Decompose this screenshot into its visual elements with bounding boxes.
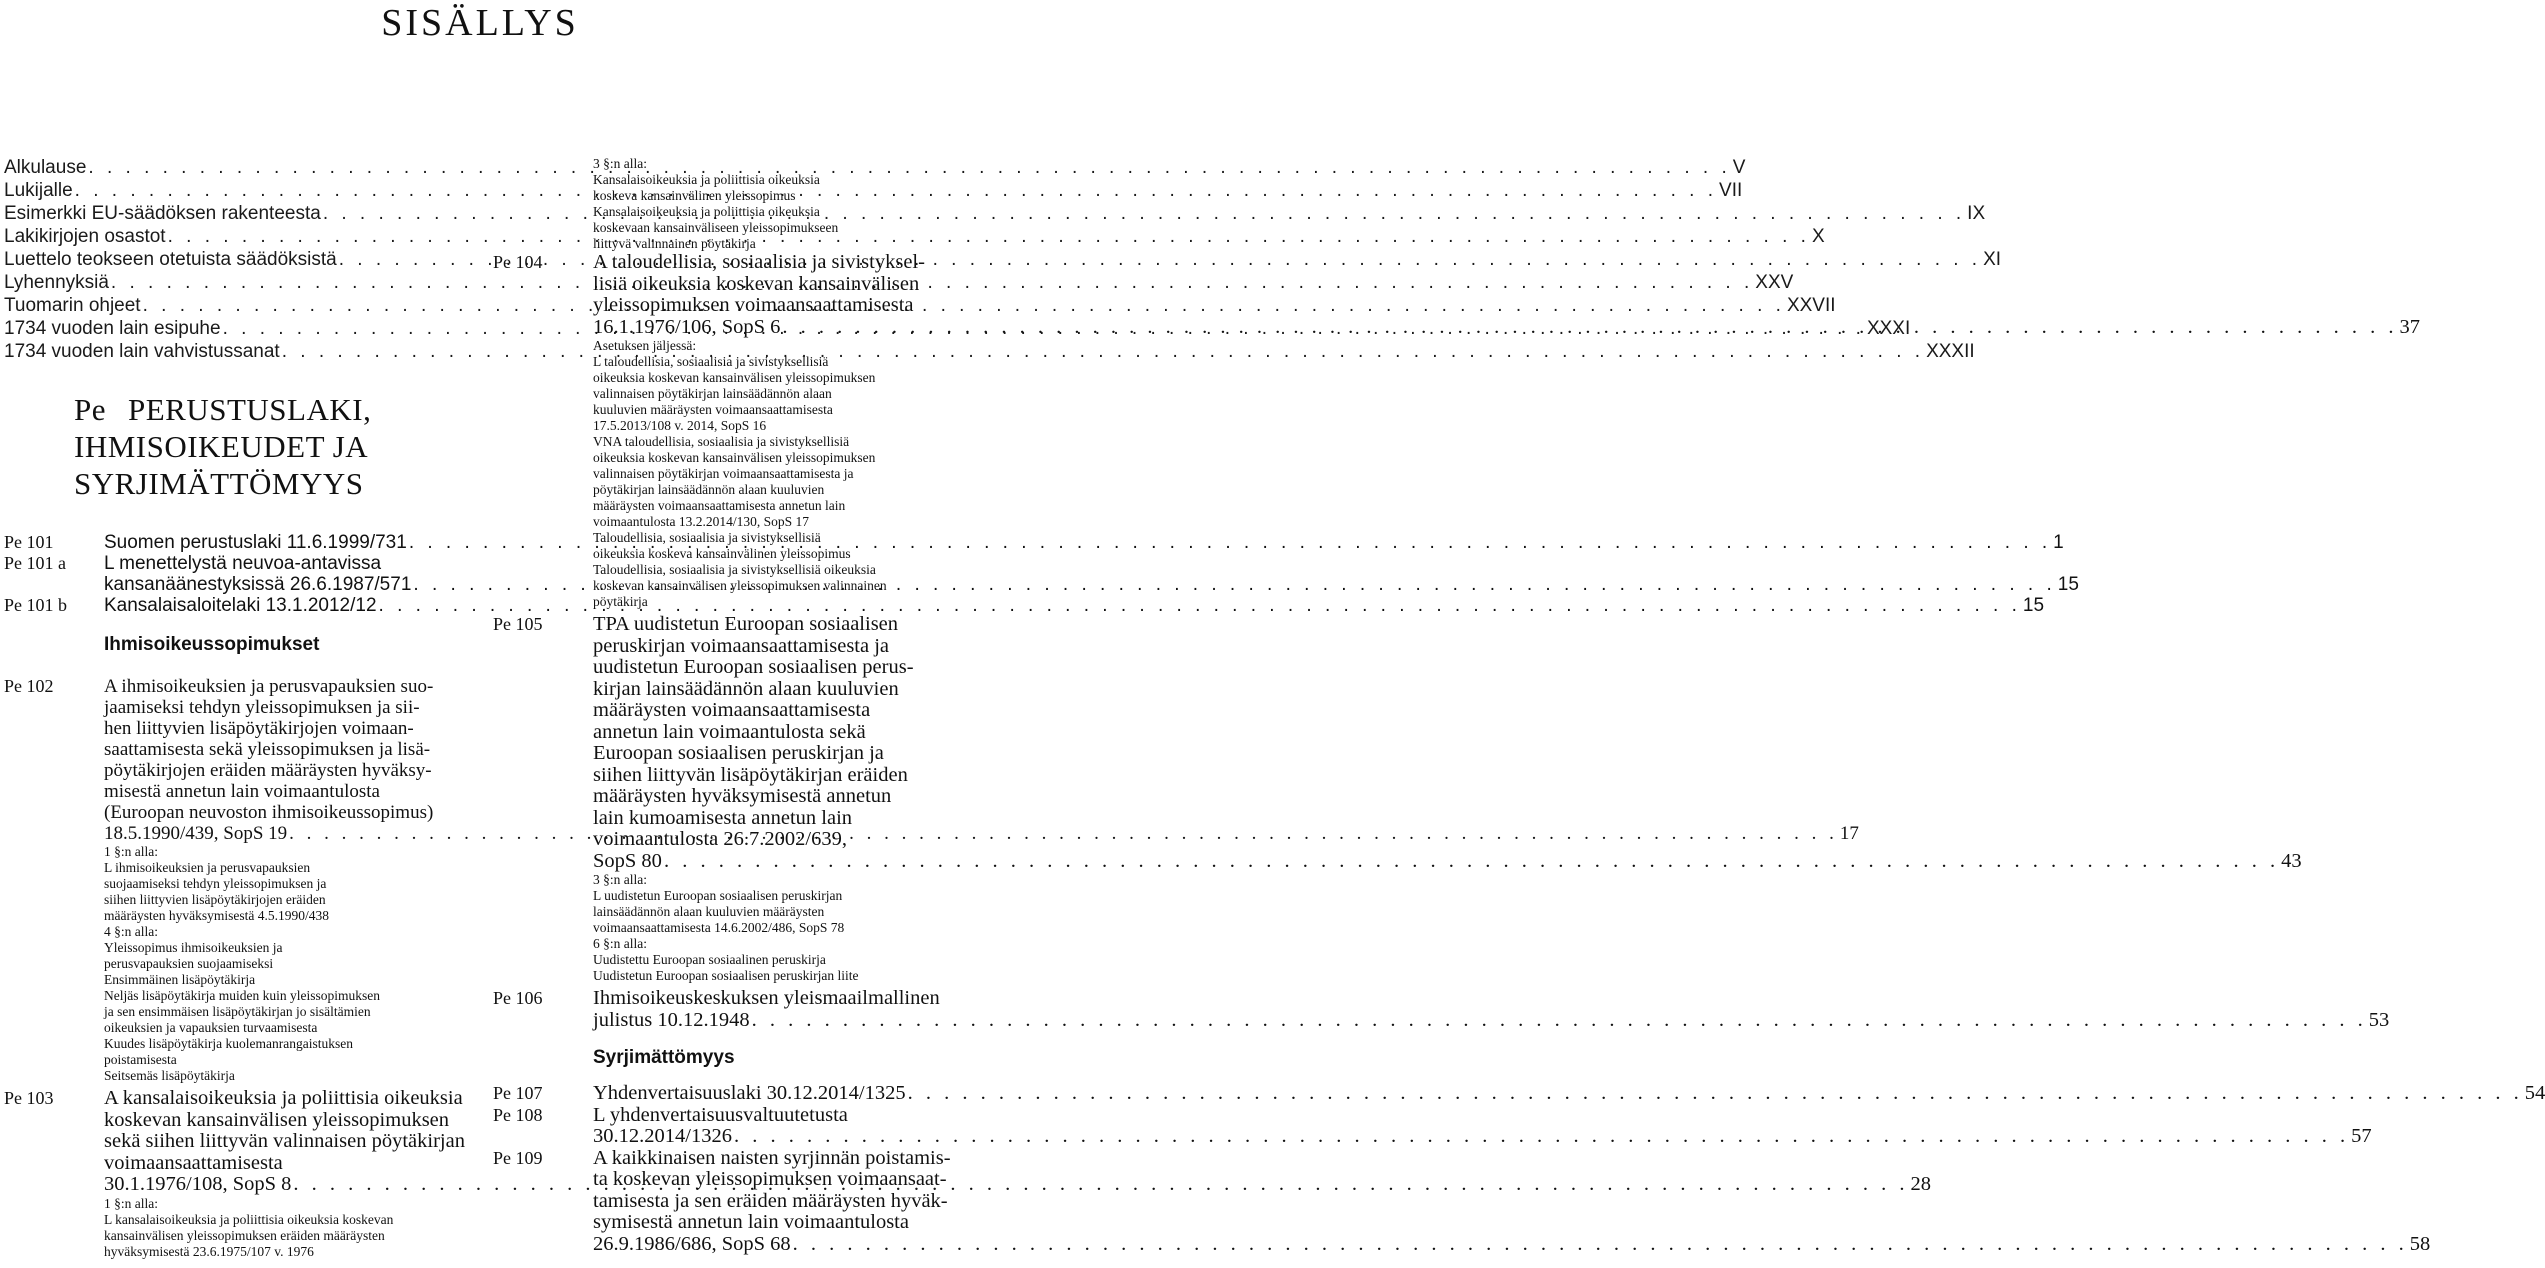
sub-line: pöytäkirja bbox=[593, 594, 648, 609]
chapter-title-line: IHMISOIKEUDET JA bbox=[74, 429, 369, 464]
entry-subsections bbox=[593, 872, 2302, 984]
sub-line: määräysten voimaansaattamisesta annetun lain bbox=[593, 498, 846, 513]
entry-title: A ihmisoikeuksien ja perusvapauksien suo- bbox=[104, 676, 434, 697]
entry-title: A kansalaisoikeuksia ja poliittisia oikeuksia bbox=[104, 1087, 463, 1109]
toc-label: Lukijalle bbox=[4, 180, 73, 201]
entry-title: annetun lain voimaantulosta sekä bbox=[593, 720, 866, 743]
toc-label: Esimerkki EU-säädöksen rakenteesta bbox=[4, 203, 321, 224]
entry-title: pöytäkirjojen eräiden määräysten hyväksy- bbox=[104, 760, 432, 781]
sub-line: kansainvälisen yleissopimuksen eräiden määräysten bbox=[104, 1227, 385, 1243]
toc-page: IX bbox=[1967, 203, 1986, 224]
entry-pe-108[interactable] bbox=[493, 1103, 2372, 1148]
entry-title: määräysten hyväksymisestä annetun bbox=[593, 785, 892, 807]
sub-line: hyväksymisestä 23.6.1975/107 v. 1976 bbox=[104, 1243, 314, 1259]
sub-line: määräysten hyväksymisestä 4.5.1990/438 bbox=[104, 908, 329, 923]
sub-line: Asetuksen jäljessä: bbox=[593, 338, 697, 353]
section-heading: Ihmisoikeussopimukset bbox=[104, 634, 320, 655]
entry-title: voimaantulosta 26.7.2002/639, bbox=[593, 828, 847, 850]
sub-line: valinnaisen pöytäkirjan lainsäädännön alaan bbox=[593, 386, 832, 401]
entry-title: hen liittyvien lisäpöytäkirjojen voimaan- bbox=[104, 718, 414, 739]
sub-line: 1 §:n alla: bbox=[104, 844, 158, 859]
entry-number: Pe 103 bbox=[4, 1088, 54, 1108]
entry-number: Pe 109 bbox=[493, 1147, 543, 1168]
entry-page: 15 bbox=[2022, 595, 2045, 616]
entry-title: Kansalaisaloitelaki 13.1.2012/12 bbox=[104, 595, 377, 616]
leader-dots bbox=[908, 1083, 2523, 1105]
leader-dots bbox=[664, 851, 2279, 873]
toc-page: VII bbox=[1719, 180, 1743, 201]
sub-line: VNA taloudellisia, sosiaalisia ja sivistyksellisiä bbox=[593, 434, 850, 449]
entry-page: 15 bbox=[2057, 574, 2079, 595]
entry-title: peruskirjan voimaansaattamisesta ja bbox=[593, 634, 890, 657]
sub-line: 6 §:n alla: bbox=[593, 936, 647, 951]
sub-line: suojaamiseksi tehdyn yleissopimuksen ja bbox=[104, 876, 327, 891]
chapter-code: Pe bbox=[74, 392, 106, 427]
sub-line: Seitsemäs lisäpöytäkirja bbox=[104, 1068, 235, 1083]
toc-label: 1734 vuoden lain esipuhe bbox=[4, 318, 221, 339]
toc-page: XXVII bbox=[1786, 295, 1836, 316]
chapter-title-line: PERUSTUSLAKI, bbox=[128, 392, 372, 427]
entry-page: 54 bbox=[2524, 1082, 2545, 1104]
entry-subsections bbox=[593, 156, 960, 252]
sub-line: oikeuksia koskeva kansainvälinen yleissopimus bbox=[593, 546, 851, 561]
entry-title: (Euroopan neuvoston ihmisoikeussopimus) bbox=[104, 802, 434, 823]
sub-line: kuuluvien määräysten voimaansaattamisesta bbox=[593, 402, 833, 417]
entry-title: 26.9.1986/686, SopS 68 bbox=[593, 1232, 791, 1255]
entry-number: Pe 101 a bbox=[4, 553, 66, 573]
leader-dots bbox=[782, 317, 2397, 339]
entry-title: Suomen perustuslaki 11.6.1999/731 bbox=[104, 532, 407, 553]
sub-line: 3 §:n alla: bbox=[593, 156, 647, 171]
toc-page: XXXII bbox=[1926, 341, 1975, 362]
toc-page: XXV bbox=[1755, 272, 1794, 293]
toc-label: Lakikirjojen osastot bbox=[4, 226, 166, 247]
entry-title: määräysten voimaansaattamisesta bbox=[593, 699, 871, 721]
entry-title: Ihmisoikeuskeskuksen yleismaailmallinen bbox=[593, 987, 940, 1009]
entry-page: 53 bbox=[2368, 1008, 2390, 1031]
entry-title: yleissopimuksen voimaansaattamisesta bbox=[593, 294, 914, 316]
entry-title: uudistetun Euroopan sosiaalisen perus- bbox=[593, 656, 914, 678]
entry-page: 43 bbox=[2281, 849, 2302, 872]
entry-page: 58 bbox=[2409, 1232, 2431, 1255]
sub-line: lainsäädännön alaan kuuluvien määräysten bbox=[593, 904, 825, 919]
sub-line: koskevan kansainvälisen yleissopimuksen valinnainen bbox=[593, 578, 887, 593]
entry-page: 57 bbox=[2351, 1125, 2372, 1147]
sub-line: Uudistettu Euroopan sosiaalinen peruskirja bbox=[593, 952, 826, 967]
entry-subsections bbox=[593, 338, 2420, 610]
toc-page: XXXI bbox=[1866, 318, 1911, 339]
sub-line: koskevaan kansainväliseen yleissopimukseen bbox=[593, 220, 839, 235]
entry-title: L menettelystä neuvoa-antavissa bbox=[104, 553, 382, 574]
entry-page: 37 bbox=[2399, 315, 2420, 338]
entry-title: jaamiseksi tehdyn yleissopimuksen ja sii- bbox=[104, 697, 420, 718]
sub-line: voimaansaattamisesta 14.6.2002/486, SopS 78 bbox=[593, 920, 845, 935]
entry-page: 28 bbox=[1910, 1173, 1931, 1195]
entry-title: L yhdenvertaisuusvaltuutetusta bbox=[593, 1103, 848, 1126]
entry-number: Pe 107 bbox=[493, 1083, 543, 1103]
leader-dots bbox=[752, 1010, 2367, 1032]
sub-line: 1 §:n alla: bbox=[104, 1195, 158, 1211]
entry-page: 17 bbox=[1839, 823, 1859, 844]
entry-title: lisiä oikeuksia koskevan kansainvälisen bbox=[593, 272, 920, 295]
entry-title: Euroopan sosiaalisen peruskirjan ja bbox=[593, 742, 884, 764]
sub-line: 4 §:n alla: bbox=[104, 924, 158, 939]
entry-title: SopS 80 bbox=[593, 849, 662, 872]
entry-pe-107[interactable] bbox=[493, 1082, 2545, 1105]
page-title: SISÄLLYS bbox=[381, 2, 579, 44]
entry-title: 16.1.1976/106, SopS 6 bbox=[593, 315, 781, 338]
entry-title: voimaansaattamisesta bbox=[104, 1151, 283, 1174]
chapter-heading bbox=[74, 391, 472, 502]
sub-line: liittyvä valinnainen pöytäkirja bbox=[593, 236, 756, 251]
sub-line: Kansalaisoikeuksia ja poliittisia oikeuksia bbox=[593, 172, 820, 187]
leader-dots bbox=[734, 1126, 2349, 1148]
entry-title: 18.5.1990/439, SopS 19 bbox=[104, 823, 288, 844]
entry-title: symisestä annetun lain voimaantulosta bbox=[593, 1211, 909, 1233]
toc-label: Luettelo teokseen otetuista säädöksistä bbox=[4, 249, 337, 270]
entry-number-empty bbox=[493, 156, 593, 252]
toc-label: 1734 vuoden lain vahvistussanat bbox=[4, 341, 280, 362]
entry-title: 30.12.2014/1326 bbox=[593, 1125, 732, 1147]
entry-title: TPA uudistetun Euroopan sosiaalisen bbox=[593, 613, 899, 635]
entry-title: lain kumoamisesta annetun lain bbox=[593, 806, 853, 829]
entry-number: Pe 102 bbox=[4, 676, 54, 696]
sub-line: poistamisesta bbox=[104, 1052, 177, 1067]
entry-title: 30.1.1976/108, SopS 8 bbox=[104, 1173, 292, 1195]
entry-title: koskevan kansainvälisen yleissopimuksen bbox=[104, 1108, 450, 1131]
entry-title: tamisesta ja sen eräiden määräysten hyväk- bbox=[593, 1189, 948, 1212]
chapter-title-line: SYRJIMÄTTÖMYYS bbox=[74, 466, 364, 501]
sub-line: 3 §:n alla: bbox=[593, 872, 647, 887]
sub-line: valinnaisen pöytäkirjan voimaansaattamisesta ja bbox=[593, 466, 854, 481]
sub-line: L kansalaisoikeuksia ja poliittisia oikeuksia koskevan bbox=[104, 1211, 394, 1227]
sub-line: ja sen ensimmäisen lisäpöytäkirjan jo sisältämien bbox=[104, 1004, 371, 1019]
entry-number: Pe 106 bbox=[493, 988, 543, 1008]
leader-dots bbox=[793, 1234, 2408, 1256]
entry-title: kirjan lainsäädännön alaan kuuluvien bbox=[593, 677, 899, 700]
leader-dots bbox=[168, 225, 1810, 248]
sub-line: Yleissopimus ihmisoikeuksien ja bbox=[104, 940, 283, 955]
sub-line: L taloudellisia, sosiaalisia ja sivistyksellisiä bbox=[593, 354, 829, 369]
section-heading: Syrjimättömyys bbox=[593, 1047, 735, 1068]
sub-line: Taloudellisia, sosiaalisia ja sivistyksellisiä bbox=[593, 530, 821, 545]
entry-pe-103-continued bbox=[493, 156, 960, 252]
sub-line: pöytäkirjan lainsäädännön alaan kuuluvien bbox=[593, 482, 825, 497]
toc-label: Lyhennyksiä bbox=[4, 272, 109, 293]
entry-title: sekä siihen liittyvän valinnaisen pöytäkirjan bbox=[104, 1130, 465, 1152]
sub-line: perusvapauksien suojaamiseksi bbox=[104, 956, 274, 971]
entry-number: Pe 104 bbox=[493, 252, 543, 272]
entry-title: julistus 10.12.1948 bbox=[593, 1008, 750, 1031]
sub-line: oikeuksien ja vapauksien turvaamisesta bbox=[104, 1020, 318, 1035]
toc-label: Tuomarin ohjeet bbox=[4, 295, 141, 316]
entry-title: A taloudellisia, sosiaalisia ja sivistyksel- bbox=[593, 251, 925, 273]
sub-line: Ensimmäinen lisäpöytäkirja bbox=[104, 972, 256, 987]
sub-line: Kansalaisoikeuksia ja poliittisia oikeuksia bbox=[593, 204, 820, 219]
sub-line: Kuudes lisäpöytäkirja kuolemanrangaistuksen bbox=[104, 1036, 353, 1051]
sub-line: oikeuksia koskevan kansainvälisen yleissopimuksen bbox=[593, 370, 876, 385]
entry-title: ta koskevan yleissopimuksen voimaansaat- bbox=[593, 1168, 947, 1190]
entry-title: siihen liittyvän lisäpöytäkirjan eräiden bbox=[593, 763, 908, 786]
sub-line: Neljäs lisäpöytäkirja muiden kuin yleissopimuksen bbox=[104, 988, 380, 1003]
sub-line: 17.5.2013/108 v. 2014, SopS 16 bbox=[593, 418, 767, 433]
entry-title: misestä annetun lain voimaantulosta bbox=[104, 781, 380, 802]
toc-page: XI bbox=[1983, 249, 2002, 270]
entry-number: Pe 108 bbox=[493, 1104, 543, 1125]
sub-line: siihen liittyvien lisäpöytäkirjojen eräiden bbox=[104, 892, 326, 907]
entry-number: Pe 105 bbox=[493, 614, 543, 634]
entry-title: A kaikkinaisen naisten syrjinnän poistamis- bbox=[593, 1146, 951, 1169]
entry-title: Yhdenvertaisuuslaki 30.12.2014/1325 bbox=[593, 1082, 906, 1104]
entry-title: kansanäänestyksissä 26.6.1987/571 bbox=[104, 574, 412, 595]
sub-line: Taloudellisia, sosiaalisia ja sivistyksellisiä oikeuksia bbox=[593, 562, 876, 577]
sub-line: oikeuksia koskevan kansainvälisen yleissopimuksen bbox=[593, 450, 876, 465]
sub-line: L uudistetun Euroopan sosiaalisen peruskirjan bbox=[593, 888, 843, 903]
entry-pe-106[interactable] bbox=[493, 987, 2390, 1031]
sub-line: koskeva kansainvälinen yleissopimus bbox=[593, 188, 796, 203]
entry-number: Pe 101 b bbox=[4, 595, 67, 615]
sub-line: L ihmisoikeuksien ja perusvapauksien bbox=[104, 860, 311, 875]
toc-page: X bbox=[1811, 226, 1825, 247]
entry-number: Pe 101 bbox=[4, 532, 54, 552]
toc-label: Alkulause bbox=[4, 157, 87, 178]
toc-page: V bbox=[1732, 157, 1746, 178]
entry-title: saattamisesta sekä yleissopimuksen ja lisä- bbox=[104, 739, 431, 760]
sub-line: Uudistetun Euroopan sosiaalisen peruskirjan liite bbox=[593, 968, 859, 983]
entry-page: 1 bbox=[2053, 532, 2064, 553]
sub-line: voimaantulosta 13.2.2014/130, SopS 17 bbox=[593, 514, 809, 529]
